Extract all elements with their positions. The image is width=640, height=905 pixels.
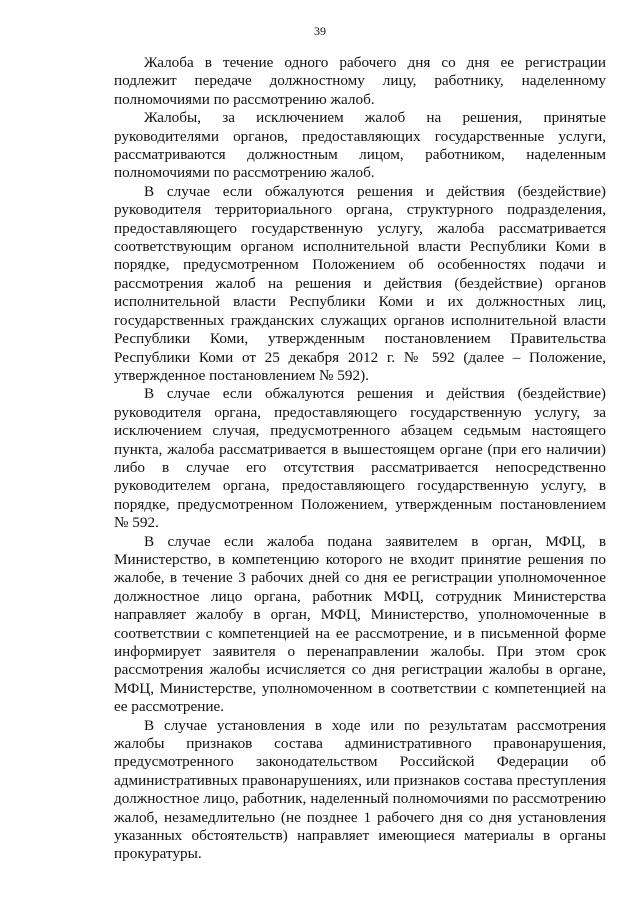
- paragraph: Жалоба в течение одного рабочего дня со дня ее регистрации подлежит передаче должностному лицу, работнику, наделенному полномочиями по рассмотрению жалоб.: [114, 54, 606, 108]
- paragraph: В случае если обжалуются решения и действия (бездействие) руководителя территориального органа, структурного подразделения, предоставляющего государственную услугу, жалоба рассматривается соответствующим органом исполнительной власти Республики Коми в порядке, предусмотренном Положением об особенностях подачи и рассмотрения жалоб на решения и действия (бездействие) органов исполнительной власти Республики Коми и их должностных лиц, государственных гражданских служащих органов исполнительной власти Республики Коми, утвержденным постановлением Правительства Республики Коми от 25 декабря 2012 г. № 592 (далее – Положение, утвержденное постановлением № 592).: [114, 182, 606, 384]
- paragraph: В случае если жалоба подана заявителем в орган, МФЦ, в Министерство, в компетенцию которого не входит принятие решения по жалобе, в течение 3 рабочих дней со дня ее регистрации уполномоченное должностное лицо органа, работник МФЦ, сотрудник Министерства направляет жалобу в орган, МФЦ, Министерство, уполномоченные в соответствии с компетенцией на ее рассмотрение, и в письменной форме информирует заявителя о перенаправлении жалобы. При этом срок рассмотрения жалобы исчисляется со дня регистрации жалобы в органе, МФЦ, Министерстве, уполномоченном в соответствии с компетенцией на ее рассмотрение.: [114, 532, 606, 716]
- page-number: 39: [314, 24, 326, 38]
- paragraph: В случае установления в ходе или по результатам рассмотрения жалобы признаков состава административного правонарушения, предусмотренного законодательством Российской Федерации об административных правонарушениях, или признаков состава преступления должностное лицо, работник, наделенный полномочиями по рассмотрению жалоб, незамедлительно (не позднее 1 рабочего дня со дня установления указанных обстоятельств) направляет имеющиеся материалы в органы прокуратуры.: [114, 716, 606, 863]
- paragraph: В случае если обжалуются решения и действия (бездействие) руководителя органа, предоставляющего государственную услугу, за исключением случая, предусмотренного абзацем седьмым настоящего пункта, жалоба рассматривается в вышестоящем органе (при его наличии) либо в случае его отсутствия рассматривается непосредственно руководителем органа, предоставляющего государственную услугу, в порядке, предусмотренном Положением, утвержденным постановлением № 592.: [114, 385, 606, 532]
- paragraph: Жалобы, за исключением жалоб на решения, принятые руководителями органов, предоставляющих государственные услуги, рассматриваются должностным лицом, работником, наделенным полномочиями по рассмотрению жалоб.: [114, 109, 606, 182]
- document-body: [114, 54, 606, 864]
